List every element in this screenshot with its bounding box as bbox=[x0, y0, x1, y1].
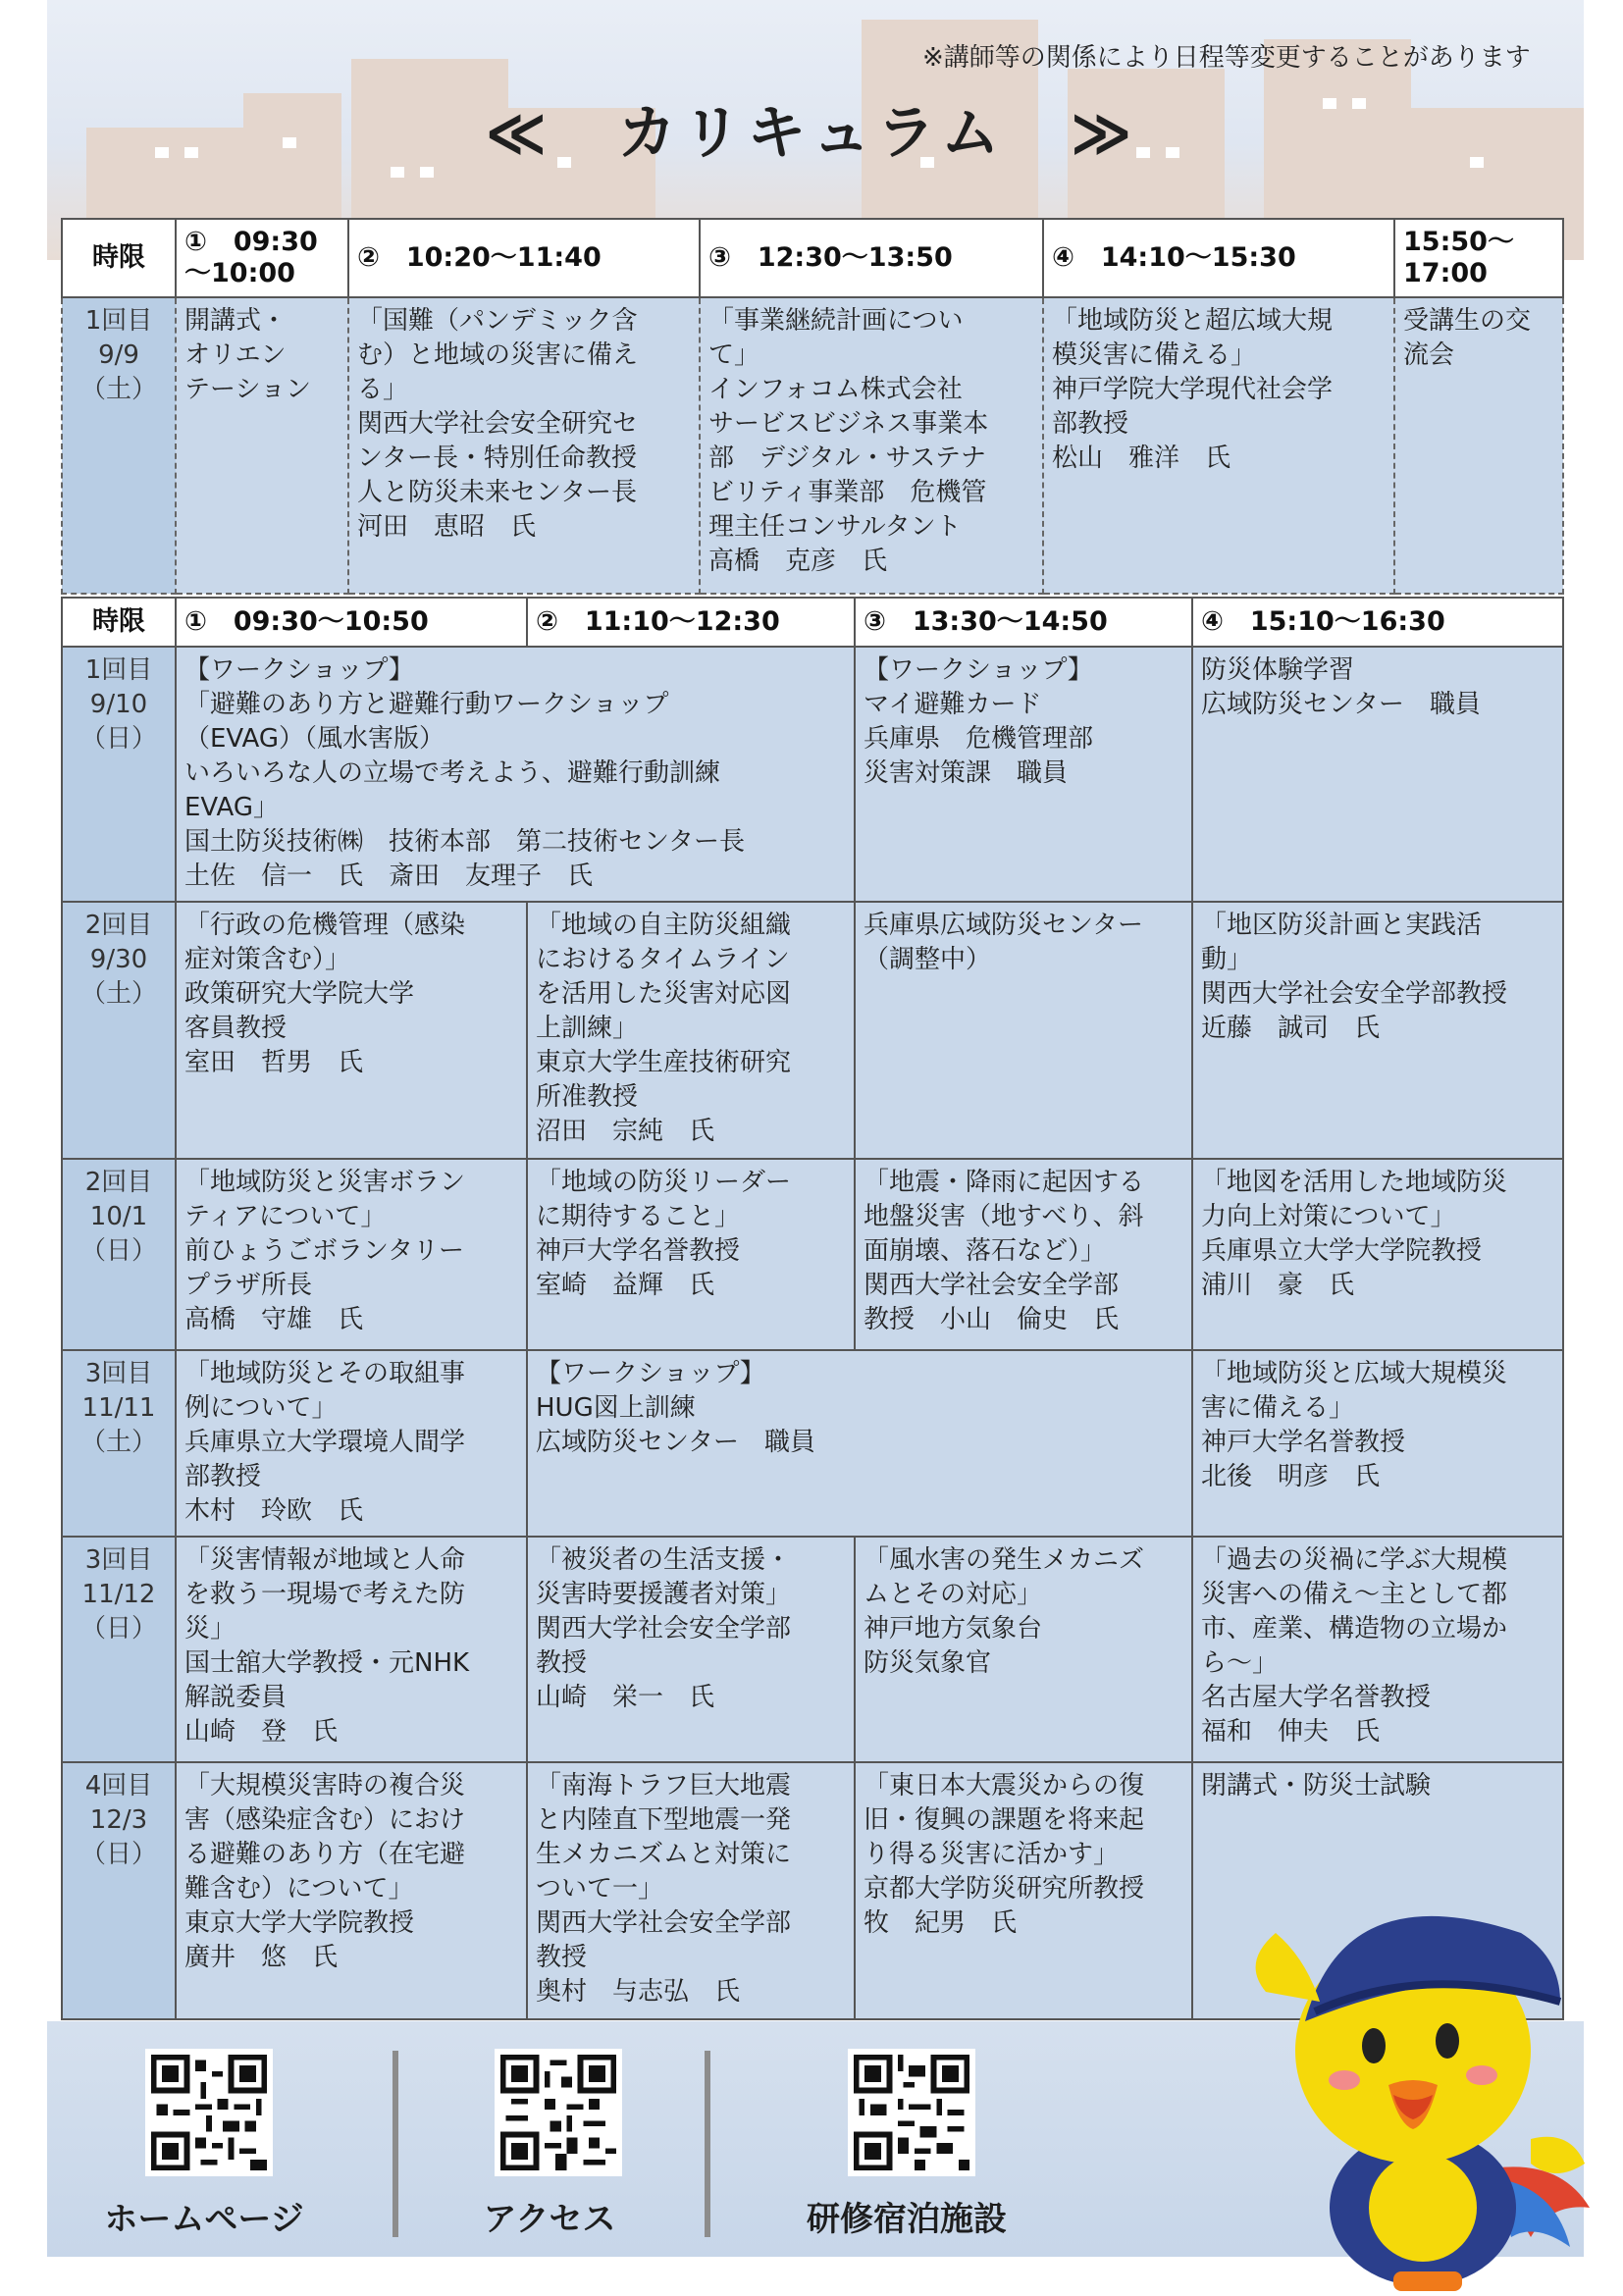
mascot-character-illustration bbox=[1246, 1884, 1599, 2296]
session-label: 2回目 9/30 （土） bbox=[62, 902, 176, 1159]
lecture-cell: 「地域防災と災害ボラン ティアについて」 前ひょうごボランタリー プラザ所長 高橋 守雄 氏 bbox=[176, 1159, 527, 1350]
lecture-cell: 「過去の災禍に学ぶ大規模 災害への備え～主として都 市、産業、構造物の立場か ら～」 名古屋大学名誉教授 福和 伸夫 氏 bbox=[1192, 1537, 1563, 1762]
period-1-header: ① 09:30～10:50 bbox=[176, 598, 527, 647]
session-label: 1回目 9/10 （日） bbox=[62, 647, 176, 902]
period-1-header: ① 09:30 ～10:00 bbox=[176, 219, 348, 297]
page-title: ≪ カリキュラム ≫ bbox=[485, 99, 1138, 168]
schedule-change-notice: ※講師等の関係により日程等変更することがあります bbox=[922, 43, 1531, 73]
period-header: 時限 bbox=[62, 219, 176, 297]
period-3-header: ③ 13:30～14:50 bbox=[855, 598, 1192, 647]
accommodation-link[interactable]: 研修宿泊施設 bbox=[807, 2200, 1007, 2239]
session-label: 3回目 11/12 （日） bbox=[62, 1537, 176, 1762]
lecture-cell: 【ワークショップ】 マイ避難カード 兵庫県 危機管理部 災害対策課 職員 bbox=[855, 647, 1192, 902]
lecture-cell: 「地域防災とその取組事 例について」 兵庫県立大学環境人間学 部教授 木村 玲欧 氏 bbox=[176, 1350, 527, 1537]
lecture-cell: 「地区防災計画と実践活 動」 関西大学社会安全学部教授 近藤 誠司 氏 bbox=[1192, 902, 1563, 1159]
period-header: 時限 bbox=[62, 598, 176, 647]
lecture-cell: 受講生の交 流会 bbox=[1394, 297, 1563, 594]
period-4-header: ④ 15:10～16:30 bbox=[1192, 598, 1563, 647]
curriculum-table-main bbox=[61, 597, 1564, 2020]
qr-code-icon bbox=[151, 2055, 267, 2170]
period-4-header: ④ 14:10～15:30 bbox=[1043, 219, 1394, 297]
lecture-cell: 「地震・降雨に起因する 地盤災害（地すべり、斜 面崩壊、落石など）」 関西大学社会安全学部 教授 小山 倫史 氏 bbox=[855, 1159, 1192, 1350]
qr-code-icon bbox=[854, 2055, 969, 2170]
qr-code-icon bbox=[500, 2055, 616, 2170]
lecture-cell: 「事業継続計画につい て」 インフォコム株式会社 サービスビジネス事業本 部 デジタル・サステナ ビリティ事業部 危機管 理主任コンサルタント 高橋 克彦 氏 bbox=[700, 297, 1043, 594]
table-row bbox=[62, 647, 1563, 902]
lecture-cell: 「風水害の発生メカニズ ムとその対応」 神戸地方気象台 防災気象官 bbox=[855, 1537, 1192, 1762]
lecture-cell: 「地域の防災リーダー に期待すること」 神戸大学名誉教授 室崎 益輝 氏 bbox=[527, 1159, 855, 1350]
homepage-qr-code[interactable] bbox=[145, 2049, 273, 2176]
lecture-cell: 兵庫県広域防災センター （調整中） bbox=[855, 902, 1192, 1159]
lecture-cell: 「東日本大震災からの復 旧・復興の課題を将来起 り得る災害に活かす」 京都大学防災研究所教授 牧 紀男 氏 bbox=[855, 1762, 1192, 2019]
lecture-cell: 「災害情報が地域と人命 を救う一現場で考えた防 災」 国士舘大学教授・元NHK 解説委員 山崎 登 氏 bbox=[176, 1537, 527, 1762]
lecture-cell: 「被災者の生活支援・ 災害時要援護者対策」 関西大学社会安全学部 教授 山崎 栄一 氏 bbox=[527, 1537, 855, 1762]
session-label: 2回目 10/1 （日） bbox=[62, 1159, 176, 1350]
lecture-cell: 「南海トラフ巨大地震 と内陸直下型地震一発 生メカニズムと対策に ついて一」 関西大学社会安全学部 教授 奥村 与志弘 氏 bbox=[527, 1762, 855, 2019]
table1-header-row bbox=[62, 219, 1563, 297]
curriculum-table-day1 bbox=[61, 218, 1564, 595]
lecture-cell: 開講式・ オリエン テーション bbox=[176, 297, 348, 594]
lecture-cell: 「地図を活用した地域防災 力向上対策について」 兵庫県立大学大学院教授 浦川 豪 氏 bbox=[1192, 1159, 1563, 1350]
lecture-cell: 閉講式・防災士試験 bbox=[1192, 1762, 1563, 2019]
table-row bbox=[62, 902, 1563, 1159]
lecture-cell: 「行政の危機管理（感染 症対策含む）」 政策研究大学院大学 客員教授 室田 哲男 氏 bbox=[176, 902, 527, 1159]
accommodation-qr-code[interactable] bbox=[848, 2049, 975, 2176]
lecture-cell: 「地域防災と超広域大規 模災害に備える」 神戸学院大学現代社会学 部教授 松山 雅洋 氏 bbox=[1043, 297, 1394, 594]
lecture-cell: 「国難（パンデミック含 む）と地域の災害に備え る」 関西大学社会安全研究セ ンター長・特別任命教授 人と防災未来センター長 河田 恵昭 氏 bbox=[348, 297, 700, 594]
session-label: 4回目 12/3 （日） bbox=[62, 1762, 176, 2019]
lecture-cell: 「地域の自主防災組織 におけるタイムライン を活用した災害対応図 上訓練」 東京大学生産技術研究 所准教授 沼田 宗純 氏 bbox=[527, 902, 855, 1159]
table-row bbox=[62, 297, 1563, 594]
access-link[interactable]: アクセス bbox=[483, 2200, 616, 2239]
lecture-cell: 防災体験学習 広域防災センター 職員 bbox=[1192, 647, 1563, 902]
homepage-link[interactable]: ホームページ bbox=[104, 2200, 304, 2239]
access-qr-code[interactable] bbox=[495, 2049, 622, 2176]
lecture-cell: 「大規模災害時の複合災 害（感染症含む）におけ る避難のあり方（在宅避 難含む）について」 東京大学大学院教授 廣井 悠 氏 bbox=[176, 1762, 527, 2019]
lecture-cell: 「地域防災と広域大規模災 害に備える」 神戸大学名誉教授 北後 明彦 氏 bbox=[1192, 1350, 1563, 1537]
table2-header-row bbox=[62, 598, 1563, 647]
lecture-cell: 【ワークショップ】 HUG図上訓練 広域防災センター 職員 bbox=[527, 1350, 1192, 1537]
period-3-header: ③ 12:30～13:50 bbox=[700, 219, 1043, 297]
session-label: 1回目 9/9 （土） bbox=[62, 297, 176, 594]
session-label: 3回目 11/11 （土） bbox=[62, 1350, 176, 1537]
table-row bbox=[62, 1537, 1563, 1762]
period-2-header: ② 10:20～11:40 bbox=[348, 219, 700, 297]
table-row bbox=[62, 1159, 1563, 1350]
table-row bbox=[62, 1350, 1563, 1537]
lecture-cell: 【ワークショップ】 「避難のあり方と避難行動ワークショップ （EVAG）（風水害版） いろいろな人の立場で考えよう、避難行動訓練 EVAG」 国土防災技術㈱ 技術本部 第二技術センター長 土佐 信一 氏 斎田 友理子 氏 bbox=[176, 647, 855, 902]
period-2-header: ② 11:10～12:30 bbox=[527, 598, 855, 647]
period-5-header: 15:50～ 17:00 bbox=[1394, 219, 1563, 297]
